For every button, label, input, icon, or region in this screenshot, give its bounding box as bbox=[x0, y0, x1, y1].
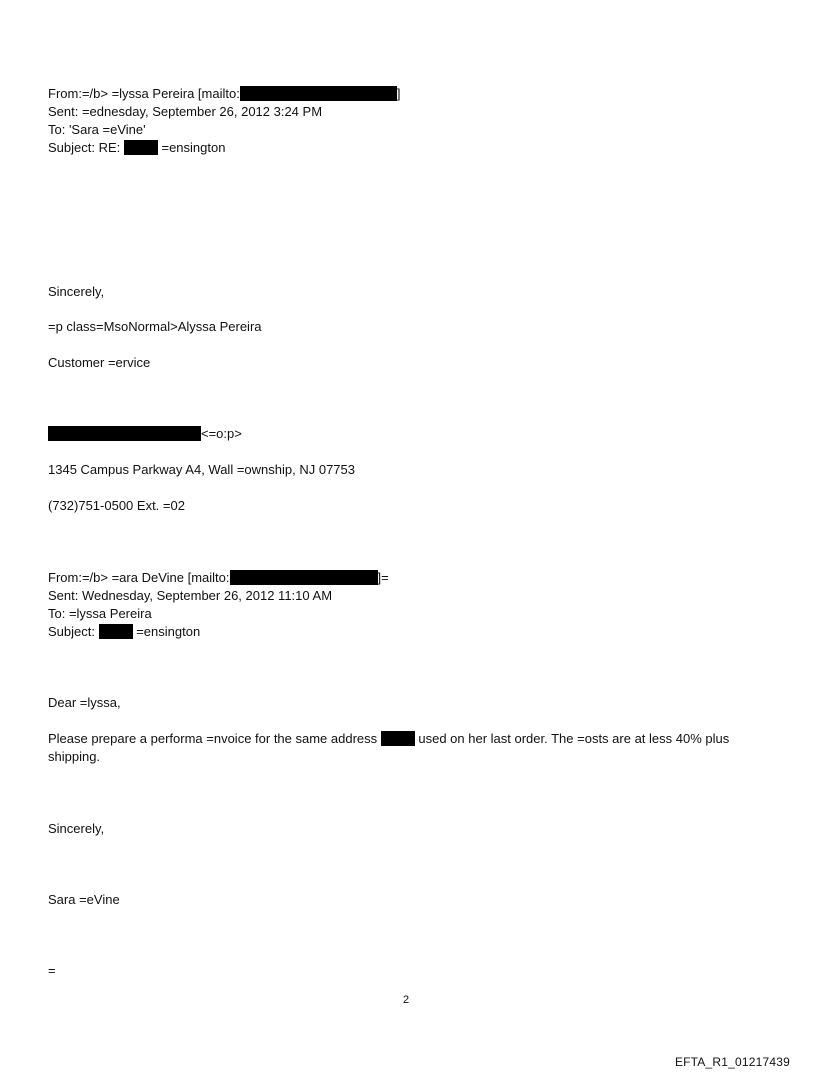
email2-trailer: = bbox=[48, 963, 56, 978]
email2-body-paragraph bbox=[48, 730, 768, 766]
email2-subject-label: Subject: bbox=[48, 624, 99, 639]
signature-name: =p class=MsoNormal>Alyssa Pereira bbox=[48, 319, 262, 334]
email2-body-prefix: Please prepare a performa =nvoice for the same address bbox=[48, 731, 381, 746]
redaction-box bbox=[99, 624, 133, 639]
email2-from-label: From:=/b> =ara DeVine [mailto: bbox=[48, 570, 230, 585]
email1-subject-line bbox=[48, 139, 225, 157]
signature-company-suffix: <=o:p> bbox=[201, 426, 242, 441]
redaction-box bbox=[381, 731, 415, 746]
email2-from-line bbox=[48, 569, 389, 587]
email1-subject-suffix: =ensington bbox=[157, 140, 226, 155]
signature-closing: Sincerely, bbox=[48, 284, 105, 299]
email1-from-line bbox=[48, 85, 400, 103]
email2-closing: Sincerely, bbox=[48, 821, 105, 836]
email1-subject-label: Subject: RE: bbox=[48, 140, 124, 155]
redaction-box bbox=[230, 570, 378, 585]
email2-signer: Sara =eVine bbox=[48, 892, 120, 907]
signature-address: 1345 Campus Parkway A4, Wall =ownship, NJ 07753 bbox=[48, 462, 355, 477]
bates-number: EFTA_R1_01217439 bbox=[674, 1055, 790, 1069]
email2-subject-suffix: =ensington bbox=[132, 624, 201, 639]
page-number: 2 bbox=[403, 994, 410, 1006]
email1-from-suffix: ] bbox=[396, 86, 401, 101]
email2-greeting: Dear =lyssa, bbox=[48, 695, 121, 710]
redaction-box bbox=[48, 426, 201, 441]
signature-department: Customer =ervice bbox=[48, 355, 151, 370]
email1-from-label: From:=/b> =lyssa Pereira [mailto: bbox=[48, 86, 240, 101]
email2-to-line: To: =lyssa Pereira bbox=[48, 606, 152, 621]
signature-phone: (732)751-0500 Ext. =02 bbox=[48, 498, 185, 513]
email1-to-line: To: 'Sara =eVine' bbox=[48, 122, 146, 137]
signature-company-line bbox=[48, 425, 242, 443]
email2-sent-line: Sent: Wednesday, September 26, 2012 11:10 AM bbox=[48, 588, 333, 603]
redaction-box bbox=[240, 86, 397, 101]
email2-from-suffix: ]= bbox=[377, 570, 389, 585]
email2-subject-line bbox=[48, 623, 200, 641]
redaction-box bbox=[124, 140, 158, 155]
email2-body-suffix: used on her last order. The =osts are at less 40% plus shipping. bbox=[48, 731, 730, 764]
email1-sent-line: Sent: =ednesday, September 26, 2012 3:24 PM bbox=[48, 104, 323, 119]
